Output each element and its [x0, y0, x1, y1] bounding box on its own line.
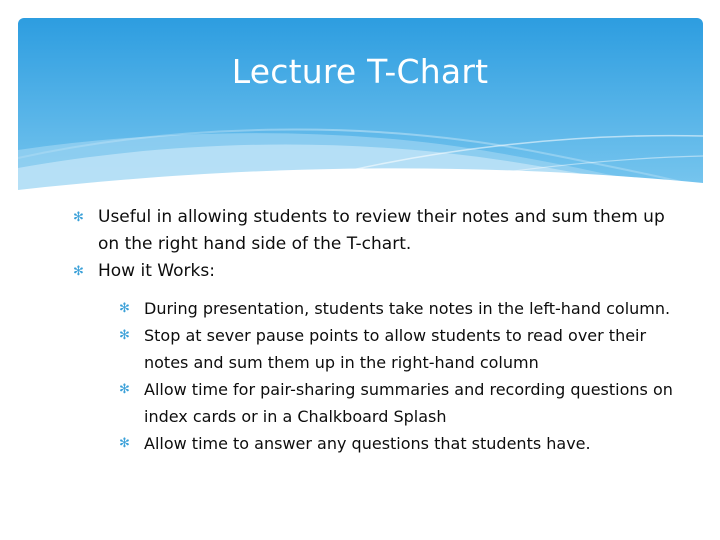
bullet-text: Useful in allowing students to review their notes and sum them up on the right hand side of the T-chart.	[98, 207, 665, 254]
asterisk-bullet-icon: ✻	[73, 210, 84, 225]
sub-bullet-text: During presentation, students take notes in the left-hand column.	[144, 299, 671, 318]
title-banner	[18, 18, 703, 198]
bullet-list	[75, 204, 675, 457]
sub-bullet-text: Allow time to answer any questions that students have.	[144, 434, 591, 453]
sub-bullet-item	[121, 295, 675, 322]
asterisk-bullet-icon: ✻	[119, 382, 130, 397]
asterisk-bullet-icon: ✻	[119, 436, 130, 451]
slide-body	[75, 204, 675, 457]
sub-bullet-item	[121, 322, 675, 376]
bullet-item	[75, 204, 675, 258]
sub-bullet-text: Allow time for pair-sharing summaries and recording questions on index cards or in a Chalkboard Splash	[144, 380, 673, 426]
sub-bullet-item	[121, 430, 675, 457]
bullet-item	[75, 258, 675, 457]
sub-bullet-list	[121, 295, 675, 457]
bullet-text: How it Works:	[98, 261, 215, 281]
asterisk-bullet-icon: ✻	[73, 264, 84, 279]
asterisk-bullet-icon: ✻	[119, 328, 130, 343]
asterisk-bullet-icon: ✻	[119, 301, 130, 316]
sub-bullet-item	[121, 376, 675, 430]
banner-wave-graphic	[18, 18, 703, 198]
sub-bullet-text: Stop at sever pause points to allow students to read over their notes and sum them up in the right-hand column	[144, 326, 647, 372]
slide-title: Lecture T-Chart	[231, 52, 489, 91]
